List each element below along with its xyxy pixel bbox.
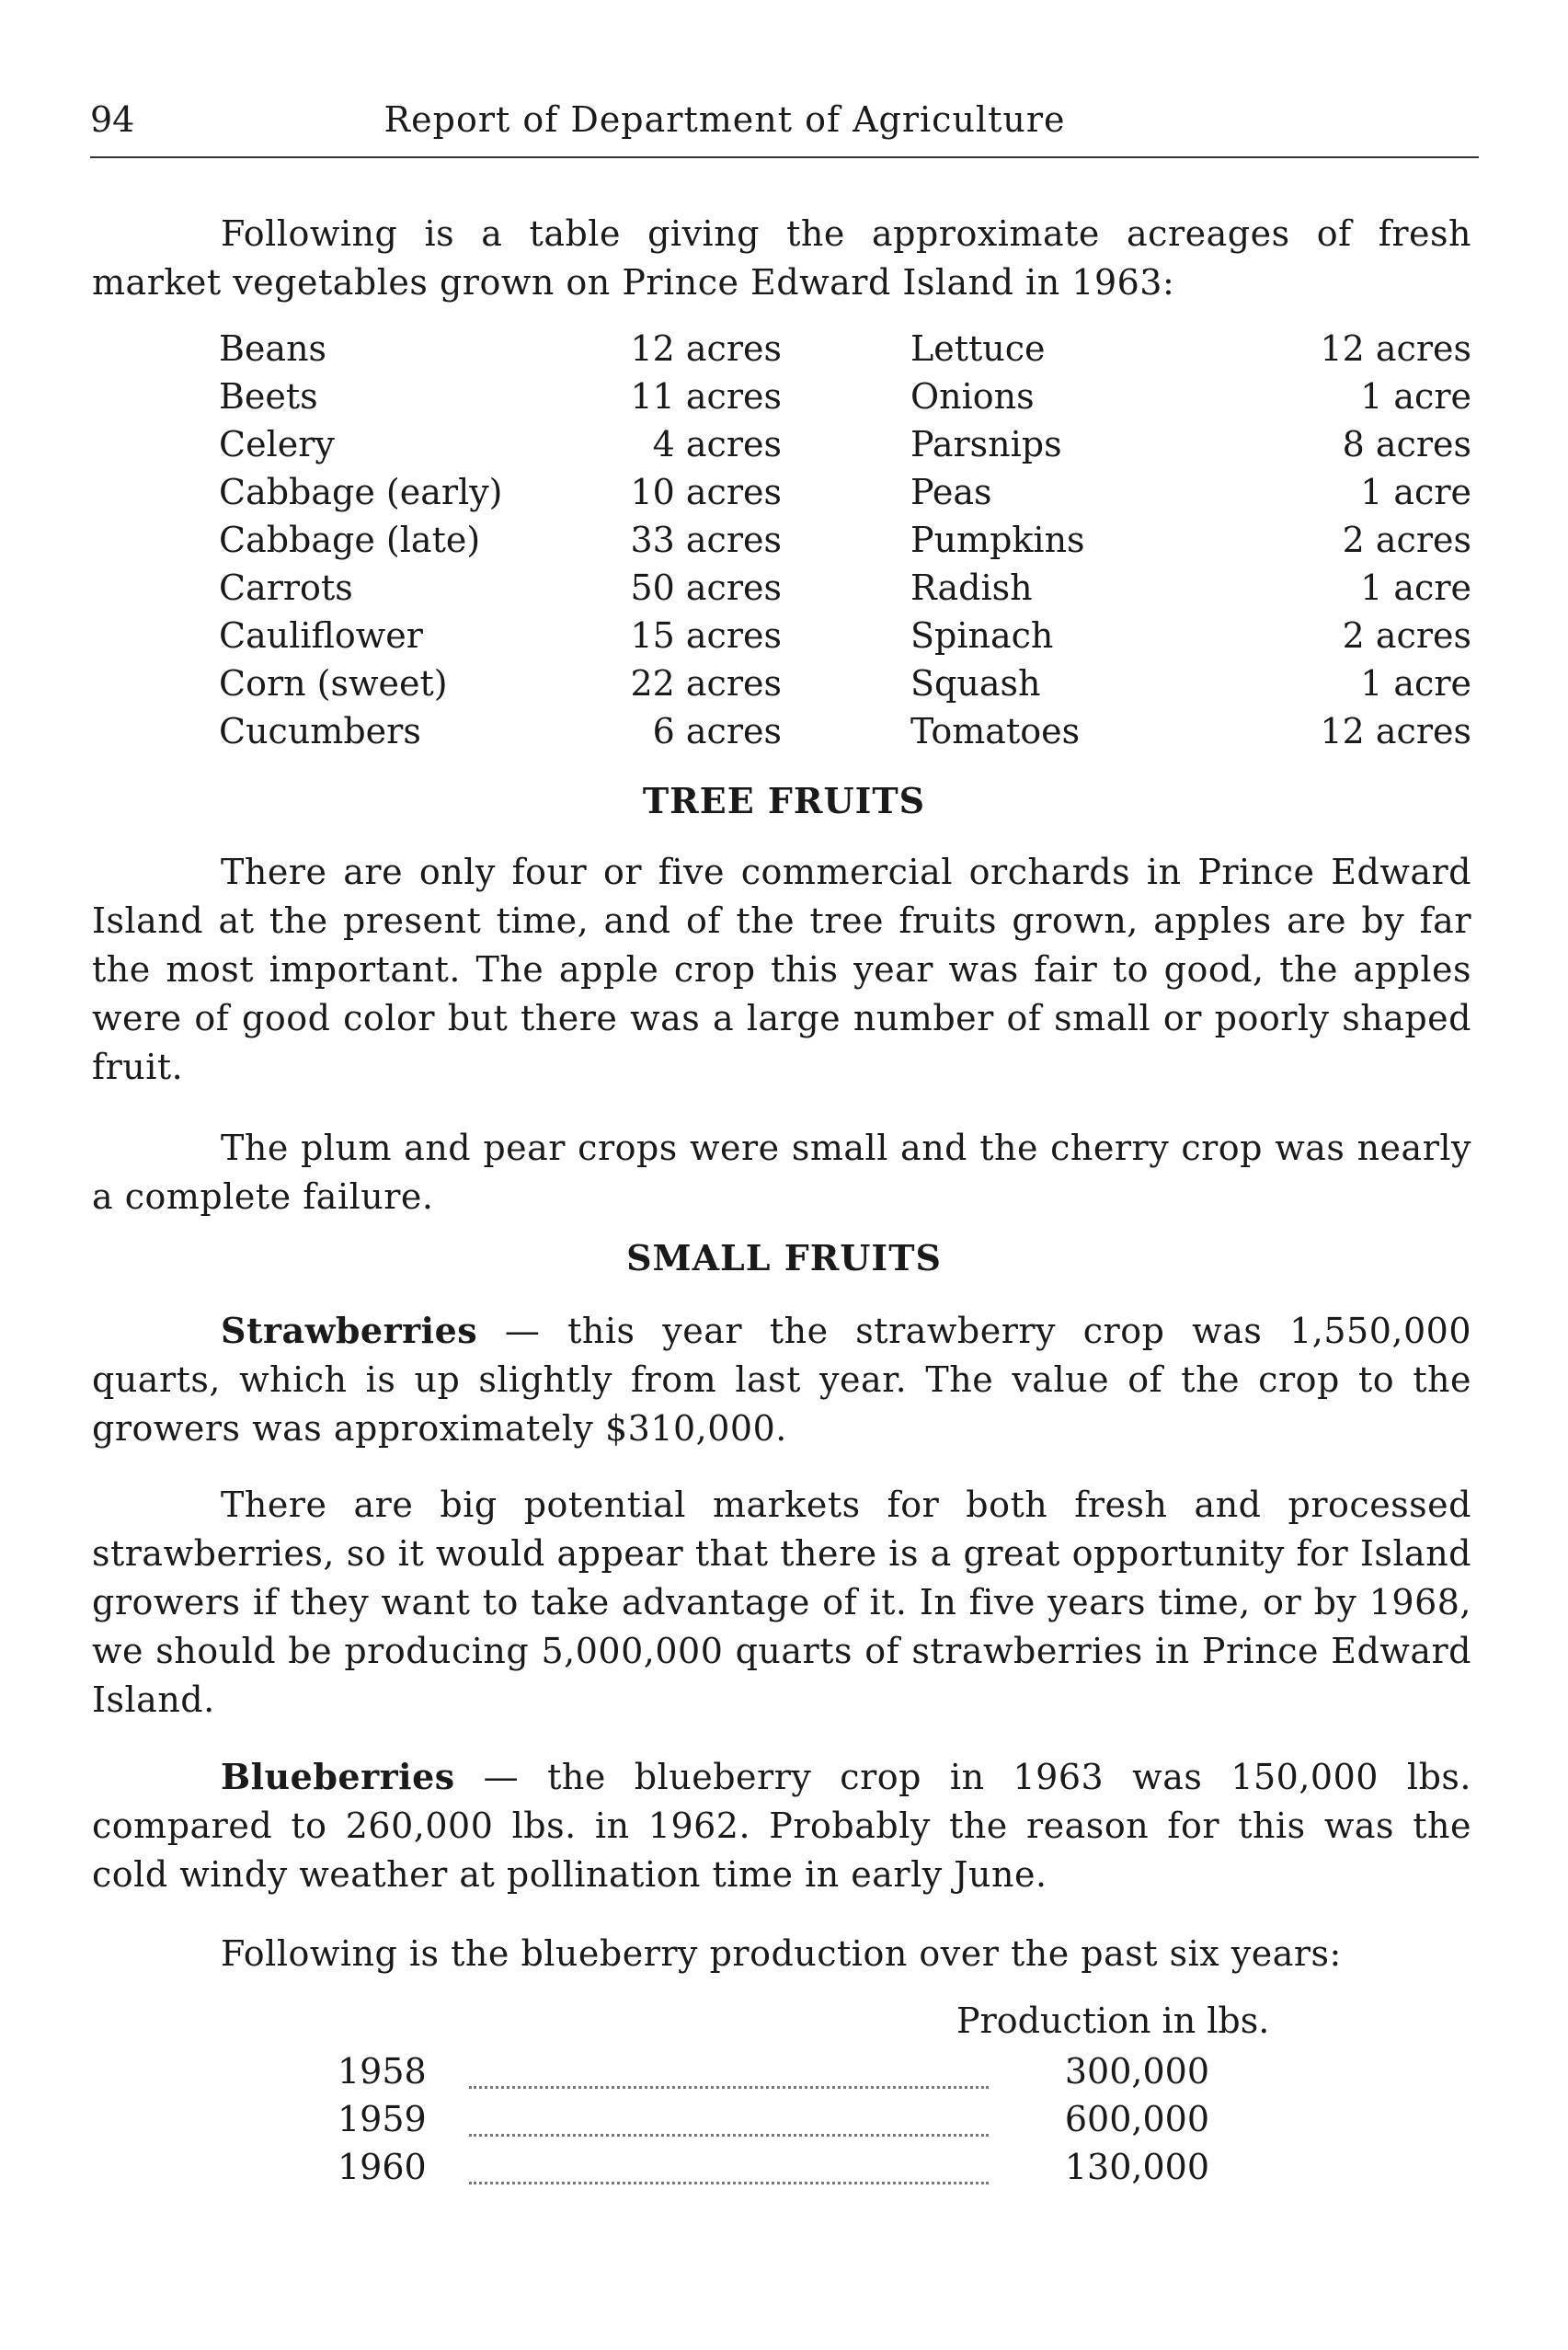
production-cell: 600,000 [1064, 2099, 1209, 2139]
year-cell: 1959 [338, 2099, 427, 2139]
vegetable-acreage: 8 acres [1342, 424, 1471, 464]
table-row [0, 424, 1568, 472]
year-cell: 1958 [338, 2051, 427, 2092]
table-row [0, 711, 1568, 759]
vegetable-acreage: 50 acres [630, 567, 782, 608]
table-row [0, 615, 1568, 663]
vegetable-acreage: 12 acres [1320, 711, 1471, 751]
vegetable-acreage: 10 acres [630, 472, 782, 512]
page-title: Report of Department of Agriculture [383, 99, 1066, 140]
vegetable-name: Parsnips [910, 424, 1062, 464]
table-row [0, 472, 1568, 520]
strawberries-label: Strawberries [221, 1310, 478, 1351]
dot-leader [469, 2134, 989, 2137]
table-row [0, 520, 1568, 567]
table-row [0, 567, 1568, 615]
vegetable-name: Cucumbers [219, 711, 421, 751]
page-number: 94 [90, 99, 135, 140]
vegetable-acreage: 12 acres [630, 328, 782, 369]
vegetable-acreage: 1 acre [1360, 376, 1471, 417]
production-cell: 130,000 [1064, 2147, 1209, 2187]
vegetable-acreage: 2 acres [1342, 520, 1471, 560]
vegetable-name: Peas [910, 472, 992, 512]
header-rule [90, 156, 1479, 158]
strawberries-paragraph: There are big potential markets for both fresh and processed strawberries, so it would appear that there is a great opportunity for Island growers if they want to take advantage of it. In five years time, or by 1968, we should be producing 5,000,000 quarts of strawberries in Prince Edward Island. [92, 1485, 1471, 1720]
table-row [0, 376, 1568, 424]
year-cell: 1960 [338, 2147, 427, 2187]
intro-paragraph: Following is a table giving the approximate acreages of fresh market vegetables grown on Prince Edward Island in 1963: [92, 213, 1471, 303]
vegetable-name: Cauliflower [219, 615, 423, 656]
tree-fruits-paragraph: The plum and pear crops were small and the cherry crop was nearly a complete failure. [92, 1128, 1471, 1217]
page-header [90, 99, 1479, 151]
vegetable-name: Celery [219, 424, 335, 464]
blueberries-paragraph [92, 1752, 1471, 1899]
vegetable-acreage: 1 acre [1360, 567, 1471, 608]
table-row [0, 2099, 1568, 2147]
vegetable-name: Onions [910, 376, 1035, 417]
small-fruits-heading: SMALL FRUITS [626, 1237, 942, 1278]
strawberries-text: — this year the strawberry crop was 1,550,000 quarts, which is up slightly from last year. The value of the crop to the growers was approximately $310,000. [92, 1311, 1471, 1449]
vegetable-name: Beets [219, 376, 318, 417]
blueberries-label: Blueberries [221, 1756, 455, 1797]
vegetable-name: Pumpkins [910, 520, 1085, 560]
vegetable-acreage: 15 acres [630, 615, 782, 656]
vegetable-name: Cabbage (early) [219, 472, 503, 512]
vegetable-acreage: 2 acres [1342, 615, 1471, 656]
strawberries-paragraph [92, 1306, 1471, 1453]
vegetable-acreage: 4 acres [652, 424, 782, 464]
vegetable-name: Spinach [910, 615, 1054, 656]
vegetable-name: Radish [910, 567, 1033, 608]
dot-leader [469, 2086, 989, 2089]
vegetable-name: Cabbage (late) [219, 520, 481, 560]
vegetable-name: Carrots [219, 567, 353, 608]
production-cell: 300,000 [1064, 2051, 1209, 2092]
vegetable-name: Lettuce [910, 328, 1046, 369]
vegetable-acreage: 33 acres [630, 520, 782, 560]
vegetable-acreage: 6 acres [652, 711, 782, 751]
vegetable-acreage: 22 acres [630, 663, 782, 704]
table-row [0, 328, 1568, 376]
column-header: Production in lbs. [956, 2000, 1270, 2041]
vegetable-acreage: 1 acre [1360, 472, 1471, 512]
blueberry-intro: Following is the blueberry production over the past six years: [221, 1933, 1342, 1974]
table-row [0, 2051, 1568, 2099]
blueberries-text: — the blueberry crop in 1963 was 150,000 lbs. compared to 260,000 lbs. in 1962. Probably the reason for this was the cold windy weather at pollination time in early June. [92, 1757, 1471, 1895]
table-row [0, 2147, 1568, 2195]
vegetable-acreage: 12 acres [1320, 328, 1471, 369]
tree-fruits-paragraph: There are only four or five commercial orchards in Prince Edward Island at the present time, and of the tree fruits grown, apples are by far the most important. The apple crop this year was fair to good, the apples were of good color but there was a large number of small or poorly shaped fruit. [92, 852, 1471, 1087]
vegetable-name: Tomatoes [910, 711, 1081, 751]
vegetable-acreage-table [0, 328, 1568, 761]
vegetable-name: Beans [219, 328, 327, 369]
vegetable-name: Corn (sweet) [219, 663, 448, 704]
vegetable-acreage: 11 acres [630, 376, 782, 417]
table-row [0, 663, 1568, 711]
vegetable-acreage: 1 acre [1360, 663, 1471, 704]
tree-fruits-heading: TREE FRUITS [642, 780, 926, 821]
vegetable-name: Squash [910, 663, 1041, 704]
dot-leader [469, 2182, 989, 2184]
